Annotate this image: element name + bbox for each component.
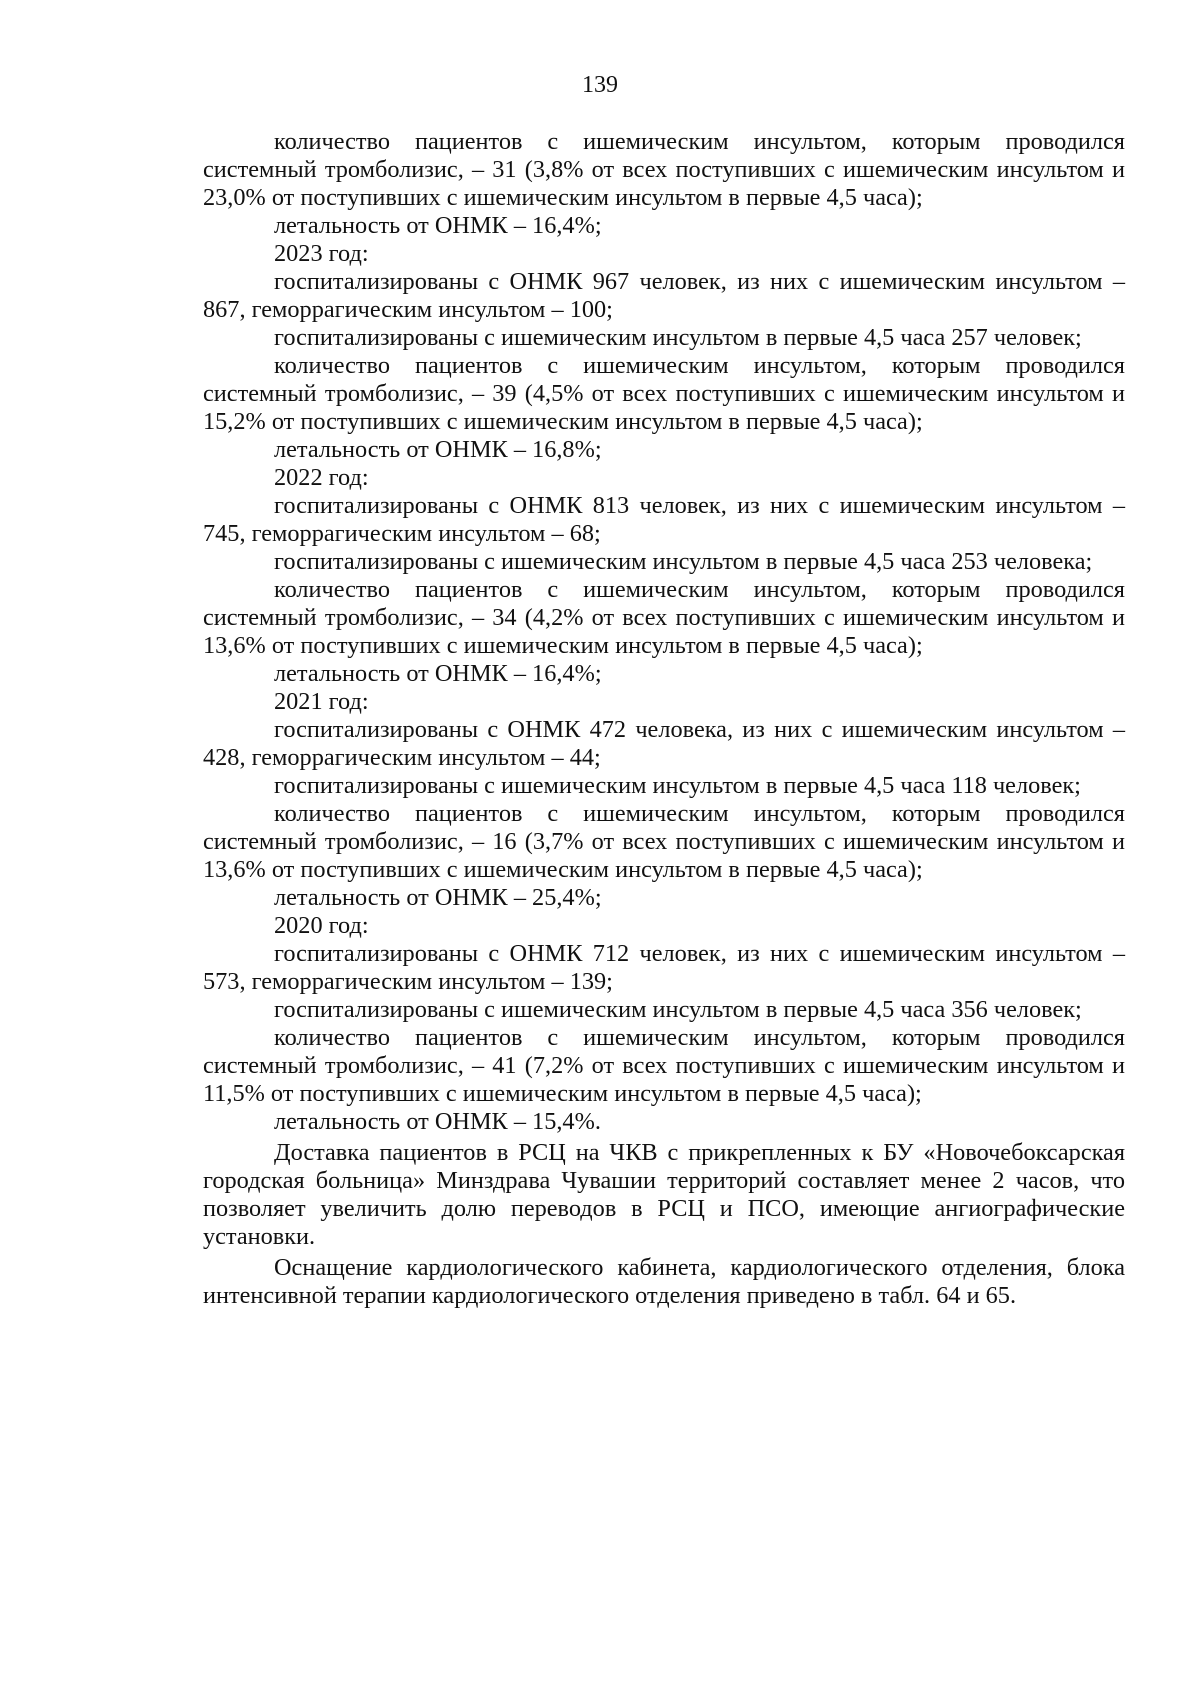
paragraph: количество пациентов с ишемическим инсультом, которым проводился системный тромболизис, – 31 (3,8% от всех поступивших с ишемическим инсультом и 23,0% от поступивших с ишемическим инсультом в первые 4,5 часа);: [203, 128, 1125, 211]
paragraph: количество пациентов с ишемическим инсультом, которым проводился системный тромболизис, – 16 (3,7% от всех поступивших с ишемическим инсультом и 13,6% от поступивших с ишемическим инсультом в первые 4,5 часа);: [203, 800, 1125, 883]
year-heading: 2023 год:: [274, 240, 369, 267]
year-heading: 2020 год:: [274, 912, 369, 939]
paragraph: количество пациентов с ишемическим инсультом, которым проводился системный тромболизис, – 41 (7,2% от всех поступивших с ишемическим инсультом и 11,5% от поступивших с ишемическим инсультом в первые 4,5 часа);: [203, 1024, 1125, 1107]
paragraph: летальность от ОНМК – 25,4%;: [274, 884, 602, 911]
paragraph: летальность от ОНМК – 16,8%;: [274, 436, 602, 463]
paragraph: летальность от ОНМК – 16,4%;: [274, 212, 602, 239]
paragraph: количество пациентов с ишемическим инсультом, которым проводился системный тромболизис, – 39 (4,5% от всех поступивших с ишемическим инсультом и 15,2% от поступивших с ишемическим инсультом в первые 4,5 часа);: [203, 352, 1125, 435]
paragraph: госпитализированы с ОНМК 712 человек, из них с ишемическим инсультом – 573, геморрагическим инсультом – 139;: [203, 940, 1125, 995]
paragraph: госпитализированы с ишемическим инсультом в первые 4,5 часа 257 человек;: [274, 324, 1082, 351]
paragraph: Оснащение кардиологического кабинета, кардиологического отделения, блока интенсивной терапии кардиологического отделения приведено в табл. 64 и 65.: [203, 1254, 1125, 1309]
paragraph: госпитализированы с ОНМК 472 человека, из них с ишемическим инсультом – 428, геморрагическим инсультом – 44;: [203, 716, 1125, 771]
paragraph: госпитализированы с ОНМК 813 человек, из них с ишемическим инсультом – 745, геморрагическим инсультом – 68;: [203, 492, 1125, 547]
paragraph: госпитализированы с ишемическим инсультом в первые 4,5 часа 118 человек;: [274, 772, 1081, 799]
paragraph: летальность от ОНМК – 15,4%.: [274, 1108, 601, 1135]
document-body: [203, 128, 1125, 1310]
paragraph: госпитализированы с ишемическим инсультом в первые 4,5 часа 253 человека;: [274, 548, 1093, 575]
year-heading: 2022 год:: [274, 464, 369, 491]
paragraph: количество пациентов с ишемическим инсультом, которым проводился системный тромболизис, – 34 (4,2% от всех поступивших с ишемическим инсультом и 13,6% от поступивших с ишемическим инсультом в первые 4,5 часа);: [203, 576, 1125, 659]
paragraph: госпитализированы с ишемическим инсультом в первые 4,5 часа 356 человек;: [274, 996, 1082, 1023]
page-number: 139: [582, 72, 618, 98]
paragraph: Доставка пациентов в РСЦ на ЧКВ с прикрепленных к БУ «Новочебоксарская городская больница» Минздрава Чувашии территорий составляет менее 2 часов, что позволяет увеличить долю переводов в РСЦ и ПСО, имеющие ангиографические установки.: [203, 1139, 1125, 1250]
year-heading: 2021 год:: [274, 688, 369, 715]
paragraph: летальность от ОНМК – 16,4%;: [274, 660, 602, 687]
paragraph: госпитализированы с ОНМК 967 человек, из них с ишемическим инсультом – 867, геморрагическим инсультом – 100;: [203, 268, 1125, 323]
